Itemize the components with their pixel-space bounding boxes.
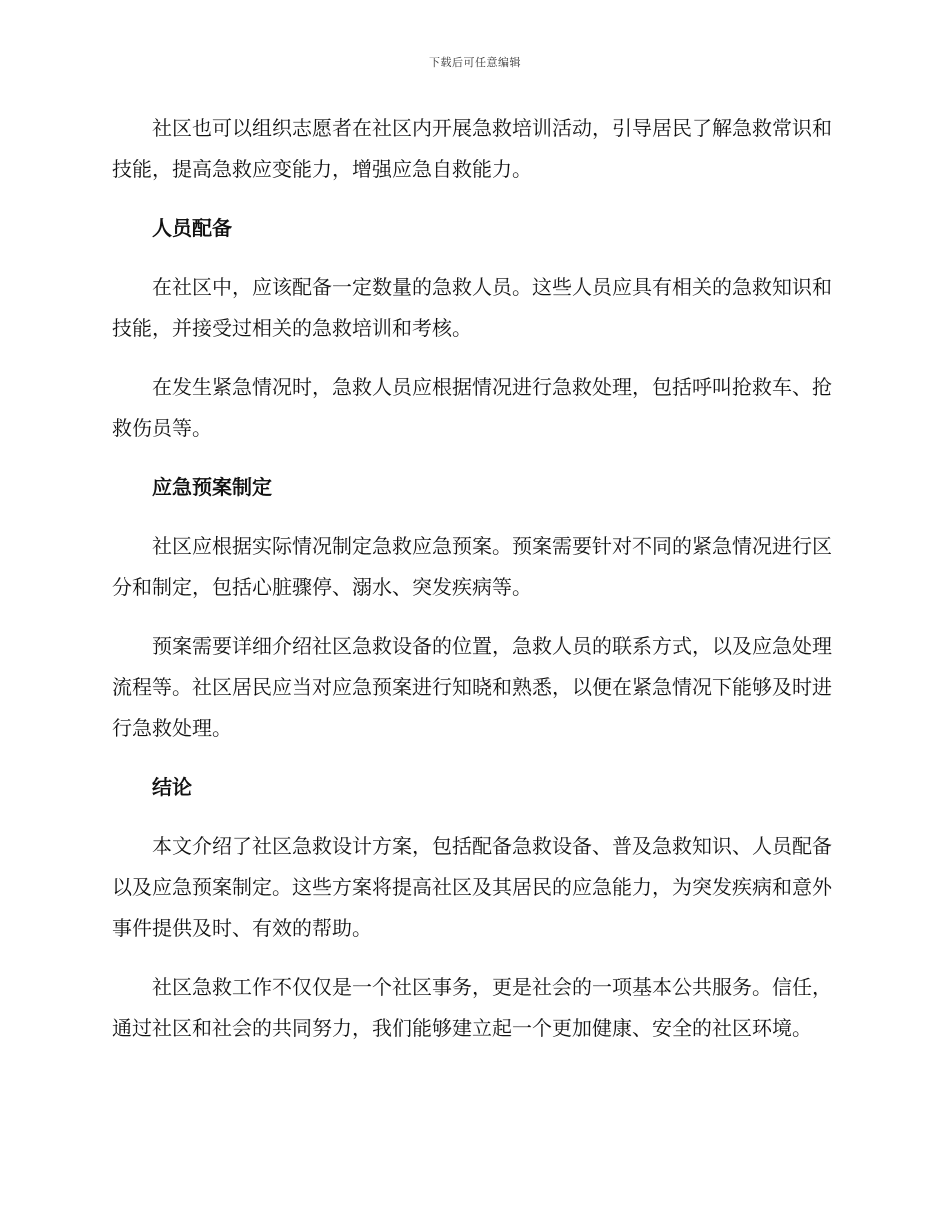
document-body	[112, 108, 832, 1067]
section-heading-contingency-plan: 应急预案制定	[152, 475, 272, 499]
paragraph-contingency-plan: 社区应根据实际情况制定急救应急预案。预案需要针对不同的紧急情况进行区分和制定，包括心脏骤停、溺水、突发疾病等。	[112, 534, 832, 599]
paragraph-closing: 社区急救工作不仅仅是一个社区事务，更是社会的一项基本公共服务。信任，通过社区和社会的共同努力，我们能够建立起一个更加健康、安全的社区环境。	[112, 975, 832, 1040]
paragraph-emergency-handling: 在发生紧急情况时，急救人员应根据情况进行急救处理，包括呼叫抢救车、抢救伤员等。	[112, 375, 832, 440]
paragraph-staffing: 在社区中，应该配备一定数量的急救人员。这些人员应具有相关的急救知识和技能，并接受过相关的急救培训和考核。	[112, 275, 832, 340]
paragraph-conclusion: 本文介绍了社区急救设计方案，包括配备急救设备、普及急救知识、人员配备以及应急预案制定。这些方案将提高社区及其居民的应急能力，为突发疾病和意外事件提供及时、有效的帮助。	[112, 834, 832, 940]
section-heading-conclusion: 结论	[152, 775, 192, 799]
page-header: 下载后可任意编辑	[429, 56, 521, 69]
section-heading-staffing: 人员配备	[152, 216, 232, 240]
paragraph-volunteer-training: 社区也可以组织志愿者在社区内开展急救培训活动，引导居民了解急救常识和技能，提高急救应变能力，增强应急自救能力。	[112, 116, 832, 181]
paragraph-plan-details: 预案需要详细介绍社区急救设备的位置，急救人员的联系方式，以及应急处理流程等。社区居民应当对应急预案进行知晓和熟悉，以便在紧急情况下能够及时进行急救处理。	[112, 634, 832, 740]
